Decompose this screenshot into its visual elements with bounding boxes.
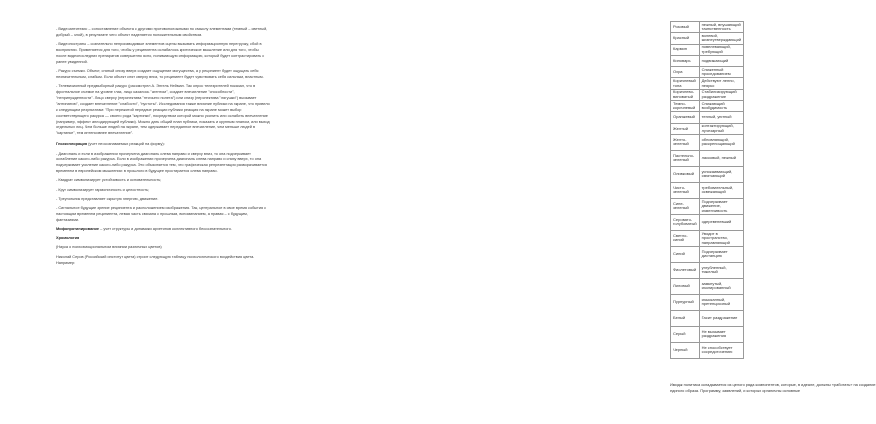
left-page (0, 0, 300, 424)
color-effect-cell: Гасит раздражение (699, 310, 743, 326)
paragraph: - Телевизионный предвыборный ракурс (рассмотрел А. Энгель Нейман. Так опрос телезрителей показал, что в фронтальное съемке на уровне глаз, лицо казалось "агентом", создает впечатление "способности", "непринужденности". Лицо сверху (перспектива "птичьего полета") или снизу (перспектива "лягушки") вызывает "антипатию", создает впечатление "слабости", "пустоты". Исследования также влияние публики на экране, что привело к следующим результатам: "При пережитой передаче реакции публики реакция на экране может выбор соответствующего ракурса — своего рода "картинки", посредством которой можно усилить или ослабить впечатление (например, эффект аплодирующей публики). Можно дать общий план публики, показать и крупным планом, или выход отдельных лиц. Чем больше людей на экране, тем одерживает переданное впечатление, чем меньше людей в "картинке", тем интенсивнее впечатление". (56, 84, 270, 136)
color-name-cell: Желтый (671, 123, 700, 134)
color-name-cell: Кармин (671, 44, 700, 55)
table-row (671, 262, 744, 278)
paragraph (56, 227, 270, 233)
color-effect-cell: изысканный, претенциозный (699, 294, 743, 310)
paragraph: - Круг символизирует гармоничность и целостность; (56, 187, 150, 192)
table-row (671, 166, 744, 182)
color-effect-cell: Стабилизирующий раздражение (699, 89, 743, 100)
paragraph: - Видеоантитезис – сопоставление объекта с другими противоположными по смыслу элементами (темный – светлый, добрый – злой), в результате чего объект наделяется положительным свойством. (56, 27, 268, 37)
table-row (671, 89, 744, 100)
color-effect-cell: Снижающий возбудимость (699, 101, 743, 112)
paragraph: - Треугольник представляет скрытую энергию, движение. (56, 196, 159, 201)
color-name-cell: Коричнево-виноватый (671, 89, 700, 100)
color-name-cell: Красный (671, 33, 700, 44)
paragraph: - Ракурс съемки. Объект, снятый снизу вверх создает ощущение могущества, а у реципиент будет ощущать себя незначительным, слабым. Если объект снят сверху вниз, то реципиент будет чувствовать себя сильным, властным. (56, 69, 264, 79)
color-name-cell: Фиолетовый (671, 262, 700, 278)
color-effect-cell: одеревеневший (699, 214, 743, 230)
color-name-cell: Охра (671, 67, 700, 78)
paragraph-heading: Геоэксплорация (56, 142, 88, 147)
table-row (671, 78, 744, 89)
paragraph: - Диагональ и если в изображении прочерчена диагональ слева направо и сверху вниз, то она подчеркивает ослабление какого-либо ракурса. Если в изображении прочерчена диагональ слева направо и снизу вверх, то она подчеркивает усиление какого-либо ракурса. Это объясняется тем, что графическая репрезентация разворачивается временем в европейском мышлении: в прошлого в будущее простирается слева направо. (56, 151, 267, 174)
table-row (671, 44, 744, 55)
table-row (671, 123, 744, 134)
table-row (671, 101, 744, 112)
color-name-cell: Лиловый (671, 278, 700, 294)
table-row (671, 278, 744, 294)
color-name-cell: Пурпурный (671, 294, 700, 310)
color-name-cell: Белый (671, 310, 700, 326)
color-name-cell: Серовато-голубоватый (671, 214, 700, 230)
table-row (671, 342, 744, 358)
color-effect-cell: волевой, жизнеутверждающий (699, 33, 743, 44)
table-row (671, 326, 744, 342)
color-name-cell: Темно-коричневый (671, 101, 700, 112)
paragraph (56, 236, 270, 242)
table-row (671, 22, 744, 33)
color-effect-cell: обновляющий, раскрепощающий (699, 134, 743, 150)
color-name-cell: Оранжевый (671, 112, 700, 123)
color-name-cell: Розовый (671, 22, 700, 33)
table-row (671, 198, 744, 214)
table-row (671, 182, 744, 198)
paragraph-text: (учет неосознаваемых реакций на форму): (87, 142, 165, 147)
paragraph-text: – учет структуры и динамики архетипов коллективного бессознательного. (99, 227, 232, 232)
table-row (671, 230, 744, 246)
color-effect-cell: Подчеркивает движение, изменчивость (699, 198, 743, 214)
table-row (671, 294, 744, 310)
color-effect-cell: замкнутый, изолированный (699, 278, 743, 294)
color-effect-table (670, 21, 744, 359)
table-row (671, 150, 744, 166)
color-name-cell: Сине-зеленый (671, 198, 700, 214)
table-row (671, 67, 744, 78)
paragraph: - Сигнальное будущие зрение реципиента и расположением изображения. Так, центральное в свое время события с настоящим временем реципиента, левая часть связана с прошлым, вспоминанием, а правая – с будущим, фантазиями. (56, 206, 267, 222)
paragraph: Николай Серов (Российский институт цвета) строит следующую таблицу психологического воздействия цвета. Например: (56, 254, 255, 265)
color-effect-cell: Не способствует сосредоточению (699, 342, 743, 358)
table-row (671, 214, 744, 230)
table-row (671, 112, 744, 123)
color-effect-cell: Подчеркивает дистанцию (699, 246, 743, 262)
color-effect-cell: Не вызывает раздражения (699, 326, 743, 342)
table-row (671, 55, 744, 66)
color-name-cell: Серый (671, 326, 700, 342)
color-effect-cell: углубленный, тяжелый (699, 262, 743, 278)
paragraph-heading: Мифопротипирование (56, 227, 100, 232)
color-effect-cell: повелевающий, требующий (699, 44, 743, 55)
paragraph: - Квадрат символизирует устойчивость и основательность; (56, 178, 162, 183)
color-effect-cell: Действуют ленно, неярко (699, 78, 743, 89)
right-page-footer-text: Имидж политика складывается из целого ряда компонентов, которые, в идеале, должны «работать» на создание единого образа. Программу, заявлений, и которых органичны основные (670, 382, 876, 393)
table-row (671, 246, 744, 262)
table-row (671, 310, 744, 326)
color-name-cell: Светло-синий (671, 230, 700, 246)
table-row (671, 134, 744, 150)
left-page-text (56, 27, 270, 270)
color-effect-cell: теплый, уютный (699, 112, 743, 123)
color-effect-cell: контактирующий, лучезарный (699, 123, 743, 134)
color-effect-cell: Уводит в пространство, направляющий (699, 230, 743, 246)
color-effect-cell: нежный, внушающий таинственность (699, 22, 743, 33)
paragraph-heading: Хромология (56, 236, 80, 241)
color-effect-cell: подвижающий (699, 55, 743, 66)
color-name-cell: Черный (671, 342, 700, 358)
color-effect-cell: требовательный, освежающий (699, 182, 743, 198)
color-name-cell: Пастельно-зеленый (671, 150, 700, 166)
color-effect-cell: успокаивающий, смягчающий (699, 166, 743, 182)
color-effect-cell: ласковый, нежный (699, 150, 743, 166)
table-row (671, 33, 744, 44)
color-name-cell: Коричневый тона (671, 78, 700, 89)
color-name-cell: Чисто-зеленый (671, 182, 700, 198)
color-name-cell: Желто-зеленый (671, 134, 700, 150)
paragraph: - Видеопостраты – сознательно непроизводимые элементов сцены вызывать информационную перегрузку, сбой в восприятии. Применяется для того, чтобы у реципиента ослабилось критическое мышление или для того, чтобы после видеопоследних препаратов совершенно ясно, понимающую информацию, который будет контрастировать с ранее увиденной. (56, 42, 265, 64)
color-effect-cell: Сниженный проседованием (699, 67, 743, 78)
paragraph: (Наука о психоэмоциональном влиянии различных цветов) (56, 245, 162, 250)
color-name-cell: Киноварь (671, 55, 700, 66)
right-page (300, 0, 876, 424)
paragraph (56, 142, 270, 148)
color-effect-table-wrap (670, 21, 744, 359)
color-name-cell: Синий (671, 246, 700, 262)
color-name-cell: Оливковый (671, 166, 700, 182)
